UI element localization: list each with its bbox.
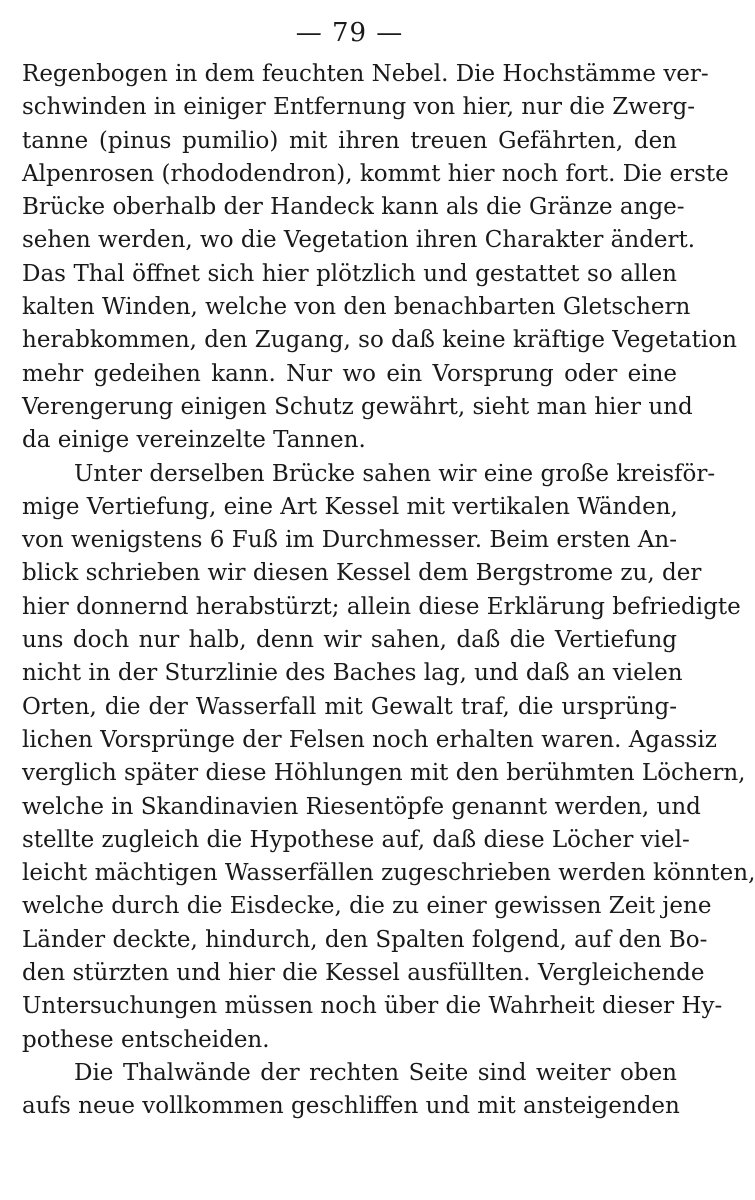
text-line: Regenbogen in dem feuchten Nebel. Die Hochstämme ver- [22,61,709,87]
text-line: mige Vertiefung, eine Art Kessel mit vertikalen Wänden, [22,493,678,520]
text-line: welche in Skandinavien Riesentöpfe genannt werden, und [22,793,701,820]
text-line: verglich später diese Höhlungen mit den berühmten Löchern, [22,760,746,787]
text-line: Verengerung einigen Schutz gewährt, sieht man hier und [22,393,693,420]
text-line: schwinden in einiger Entfernung von hier, nur die Zwerg- [22,94,696,121]
text-line: Die Thalwände der rechten Seite sind weiter oben [74,1059,677,1086]
text-line: nicht in der Sturzlinie des Baches lag, und daß an vielen [22,660,683,687]
text-line: tanne (pinus pumilio) mit ihren treuen Gefährten, den [22,127,677,154]
text-line: herabkommen, den Zugang, so daß keine kräftige Vegetation [22,327,737,354]
text-line: hier donnernd herabstürzt; allein diese Erklärung befriedigte [22,593,741,620]
text-line: stellte zugleich die Hypothese auf, daß diese Löcher viel- [22,826,690,853]
text-line: den stürzten und hier die Kessel ausfüllten. Vergleichende [22,960,705,987]
paragraph-1 [22,58,737,458]
text-line: Orten, die der Wasserfall mit Gewalt traf, die ursprüng- [22,693,677,720]
text-line: von wenigstens 6 Fuß im Durchmesser. Beim ersten An- [22,527,677,554]
text-line: Untersuchungen müssen noch über die Wahrheit dieser Hy- [22,993,723,1020]
text-line: Länder deckte, hindurch, den Spalten folgend, auf den Bo- [22,926,708,953]
paragraph-2 [22,458,755,1057]
text-line: pothese entscheiden. [22,1026,270,1053]
text-line: leicht mächtigen Wasserfällen zugeschrieben werden könnten, [22,860,755,887]
text-line: Das Thal öffnet sich hier plötzlich und gestattet so allen [22,260,677,287]
text-line: lichen Vorsprünge der Felsen noch erhalten waren. Agassiz [22,726,717,753]
text-line: mehr gedeihen kann. Nur wo ein Vorsprung oder eine [22,360,677,387]
text-line: Unter derselben Brücke sahen wir eine große kreisför- [74,460,716,487]
text-line: sehen werden, wo die Vegetation ihren Charakter ändert. [22,227,696,254]
paragraph-3 [22,1057,680,1124]
text-line: Alpenrosen (rhododendron), kommt hier noch fort. Die erste [22,160,729,187]
text-line: da einige vereinzelte Tannen. [22,427,366,454]
text-line: blick schrieben wir diesen Kessel dem Bergstrome zu, der [22,560,702,587]
text-line: aufs neue vollkommen geschliffen und mit ansteigenden [22,1093,680,1120]
text-line: kalten Winden, welche von den benachbarten Gletschern [22,294,691,321]
text-line: welche durch die Eisdecke, die zu einer gewissen Zeit jene [22,893,712,920]
text-line: uns doch nur halb, denn wir sahen, daß die Vertiefung [22,627,677,654]
text-line: Brücke oberhalb der Handeck kann als die Gränze ange- [22,194,685,221]
page-number: — 79 — [295,18,404,48]
